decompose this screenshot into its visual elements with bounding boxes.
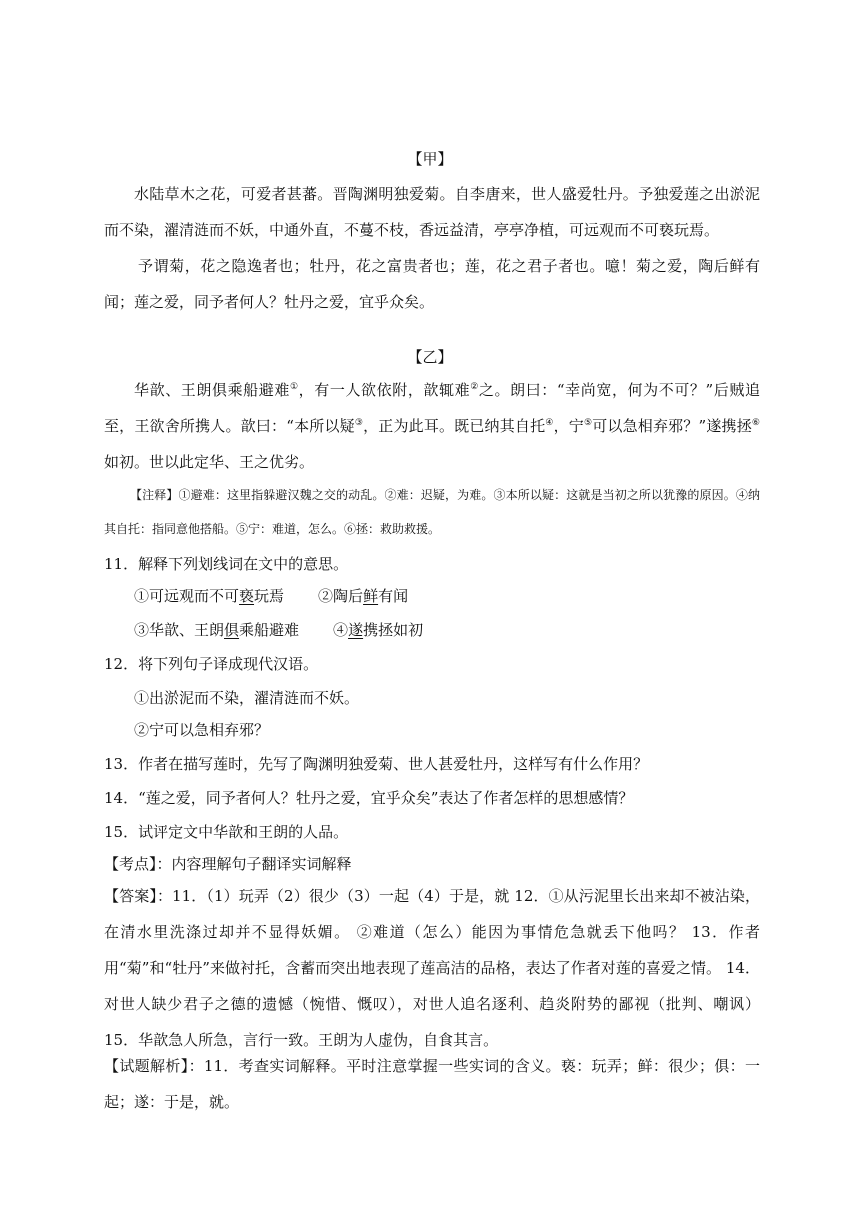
underlined-word: 亵 [239, 587, 255, 605]
footnote-mark-4: ④ [545, 418, 554, 428]
answer-label: 【答案】 [104, 887, 157, 905]
footnote-mark-1: ① [289, 382, 299, 392]
analysis-label: 【试题解析】 [104, 1057, 189, 1075]
question-12-stem: 12．将下列句子译成现代汉语。 [104, 655, 319, 673]
question-12-item-b: ②宁可以急相弃邪？ [134, 721, 270, 739]
question-13: 13．作者在描写莲时，先写了陶渊明独爱菊、世人甚爱牡丹，这样写有什么作用？ [104, 755, 649, 773]
section-title-yi: 【乙】 [407, 348, 453, 366]
footnote-mark-6: ⑥ [751, 418, 760, 428]
underlined-word: 遂 [348, 621, 364, 639]
jia-paragraph-1: 水陆草木之花，可爱者甚蕃。晋陶渊明独爱菊。自李唐来，世人盛爱牡丹。予独爱莲之出淤泥而不染，濯清涟而不妖，中通外直，不蔓不枝，香远益清，亭亭净植，可远观而不可亵玩焉。 [104, 185, 760, 239]
section-title-jia: 【甲】 [407, 150, 453, 168]
underlined-word: 鲜 [363, 587, 379, 605]
footnote-mark-2: ② [470, 382, 479, 392]
question-11-stem: 11．解释下列划线词在文中的意思。 [104, 555, 349, 573]
footnote-mark-3: ③ [354, 418, 364, 428]
kaodian-label: 【考点】 [104, 855, 157, 873]
jia-paragraph-2: 予谓菊，花之隐逸者也；牡丹，花之富贵者也；莲，花之君子者也。噫！菊之爱，陶后鲜有闻；莲之爱，同予者何人？牡丹之爱，宜乎众矣。 [104, 257, 760, 311]
answer-block: 【答案】：11．（1）玩弄（2）很少（3）一起（4）于是，就 12．①从污泥里长出来却不被沾染，在清水里洗涤过却并不显得妖媚。 ②难道（怎么）能因为事情危急就丢下他吗？ 13．作者用“菊”和“牡丹”来做衬托，含蓄而突出地表现了莲高洁的品格，表达了作者对莲的喜爱之情。 14．对世人缺少君子之德的遗憾（惋惜、慨叹），对世人追名逐利、趋炎附势的鄙视（批判、嘲讽） 15．华歆急人所急，言行一致。王朗为人虚伪，自食其言。 [104, 887, 760, 1049]
yi-paragraph: 华歆、王朗俱乘船避难①，有一人欲依附，歆辄难②之。朗曰：“幸尚宽，何为不可？”后贼追至，王欲舍所携人。歆曰：“本所以疑③，正为此耳。既已纳其自托④，宁⑤可以急相弃邪？”遂携拯⑥如初。世以此定华、王之优劣。 [104, 381, 760, 471]
footnote-mark-5: ⑤ [583, 418, 593, 428]
question-14: 14．“莲之爱，同予者何人？牡丹之爱，宜乎众矣”表达了作者怎样的思想感情？ [104, 789, 634, 807]
underlined-word: 俱 [224, 621, 240, 639]
question-11-items-row-1: ①可远观而不可亵玩焉 ②陶后鲜有闻 [134, 587, 409, 605]
question-12-item-a: ①出淤泥而不染，濯清涟而不妖。 [134, 689, 360, 707]
analysis-block: 【试题解析】：11．考查实词解释。平时注意掌握一些实词的含义。亵：玩弄；鲜：很少；俱：一起；遂：于是，就。 [104, 1057, 760, 1111]
annotation-note: 【注释】①避难：这里指躲避汉魏之交的动乱。②难：迟疑，为难。③本所以疑：这就是当初之所以犹豫的原因。④纳其自托：指同意他搭船。⑤宁：难道，怎么。⑥拯：救助救援。 [104, 488, 760, 536]
question-15: 15．试评定文中华歆和王朗的人品。 [104, 823, 349, 841]
kaodian-row: 【考点】：内容理解句子翻译实词解释 [104, 855, 352, 873]
question-11-items-row-2: ③华歆、王朗俱乘船避难 ④遂携拯如初 [134, 621, 424, 639]
